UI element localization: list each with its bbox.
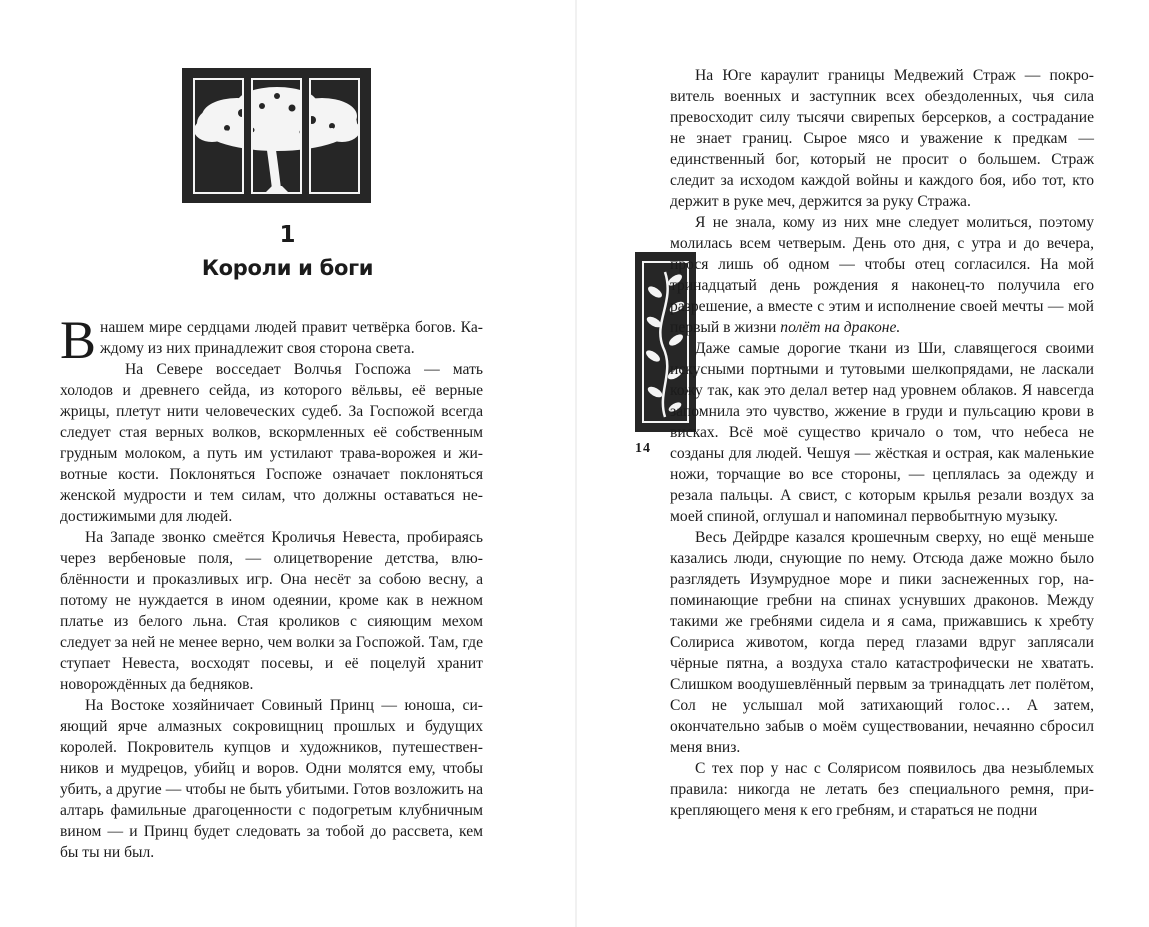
ornament-wrap-space [577,233,650,443]
chapter-title: Короли и боги [201,256,374,280]
paragraph: На Севере восседает Волчья Госпожа — мать холодов и древнего сейда, из которого вёльвы, её верные жрицы, плетут нити человеческих судеб. За Госпожой всегда следует стая верных волков, вскормленных её собственным грудным молоком, а путь им устилают трава-ворожея и животные кости. Поклоняться Госпоже означает поклоняться женской мудрости и тем силам, что должны оставаться недостижимыми для людей. [60,361,483,525]
paragraph: На Востоке хозяйничает Совиный Принц — юноша, сияющий ярче алмазных сокровищниц прошлых и будущих королей. Покровитель купцов и художников, путешественников и мудрецов, убийц и воров. Одни молятся ему, чтобы убить, а другие — чтобы не быть убитыми. Готов возложить на алтарь фамильные драгоценности с подогретым клубничным вином — и Принц будет следовать за тобой до рассвета, кем бы ты ни был. [60,697,483,861]
paragraph: Я не знала, кому из них мне следует молиться, поэтому молилась всем четверым. День ото дня, с утра и до вечера, прося лишь об одном — чтобы отец согласился. На мой тринадцатый день рождения я наконец-то получила его разрешение, а вместе с этим и исполнение своей мечты — мой первый в жизни полёт на драконе. [670,212,1094,338]
drop-cap: В [60,310,97,370]
paragraph: На Западе звонко смеётся Кроличья Невеста, пробираясь через вербеновые поля, — олицетворение детства, влюблённости и проказливых игр. Она несёт за собою весну, а потому не нуждается в ином одеянии, кроме как в нежном платье из белого льна. Стая кроликов с сияющим мехом следует за ней не менее верно, чем волки за Госпожой. Там, где ступает Невеста, восходят посевы, и её поцелуй хранит новорождённых да бедняков. [60,529,483,693]
paragraph: Весь Дейрдре казался крошечным сверху, но ещё меньше казались люди, снующие по нему. Отсюда даже можно было разглядеть Изумрудное море и пики заснеженных гор, напоминающие гребни на спинах уснувших драконов. Между такими же гребнями сидела и я сама, прижавшись к хребту Солириса животом, когда перед глазами вдруг заплясали чёрные пятна, а воздуха стало катастрофически не хватать. Слишком воодушевлённый первым за тринадцать лет полётом, Сол не услышал мой затихающий голос… А затем, окончательно забыв о моём существовании, нечаянно сбросил меня вниз. [670,529,1094,756]
tree-triptych-icon [182,68,371,203]
right-page [577,0,1149,927]
right-body-text [670,65,1094,821]
chapter-number: 1 [279,222,296,248]
paragraph: Даже самые дорогие ткани из Ши, славящегося своими искусными портными и тутовыми шелкопрядами, не ласкали кожу так, как это делал ветер над уровнем облаков. Я навсегда запомнила это чувство, жжение в груди и пульсацию крови в висках. Всё моё существо кричало о том, что небеса не созданы для людей. Чешуя — жёсткая и острая, как маленькие ножи, торчащие во все стороны, — цеплялась за одежду и резала пальцы. А свист, с которым крылья резали воздух за моей спиной, оглушал и напоминал первобытную музыку. [670,340,1094,525]
paragraph: На Юге караулит границы Медвежий Страж — покровитель военных и заступник всех обездоленных, чья сила превосходит силу тысячи свирепых берсерков, а сострадание не знает границ. Сырое мясо и уважение к предкам — единственный бог, который не просит о большем. Страж следит за исходом каждой войны и каждого боя, ибо тот, кто держит в руке меч, держится за руку Стража. [670,67,1094,210]
paragraph: С тех пор у нас с Солярисом появилось два незыблемых правила: никогда не летать без специального ремня, прикрепляющего меня к его гребням, и стараться не подни [670,760,1094,819]
left-body-text [60,310,483,863]
paragraph: Внашем мире сердцами людей правит четвёрка богов. Каждому из них принадлежит своя сторона света. [60,310,483,370]
page-number: 14 [635,441,651,456]
